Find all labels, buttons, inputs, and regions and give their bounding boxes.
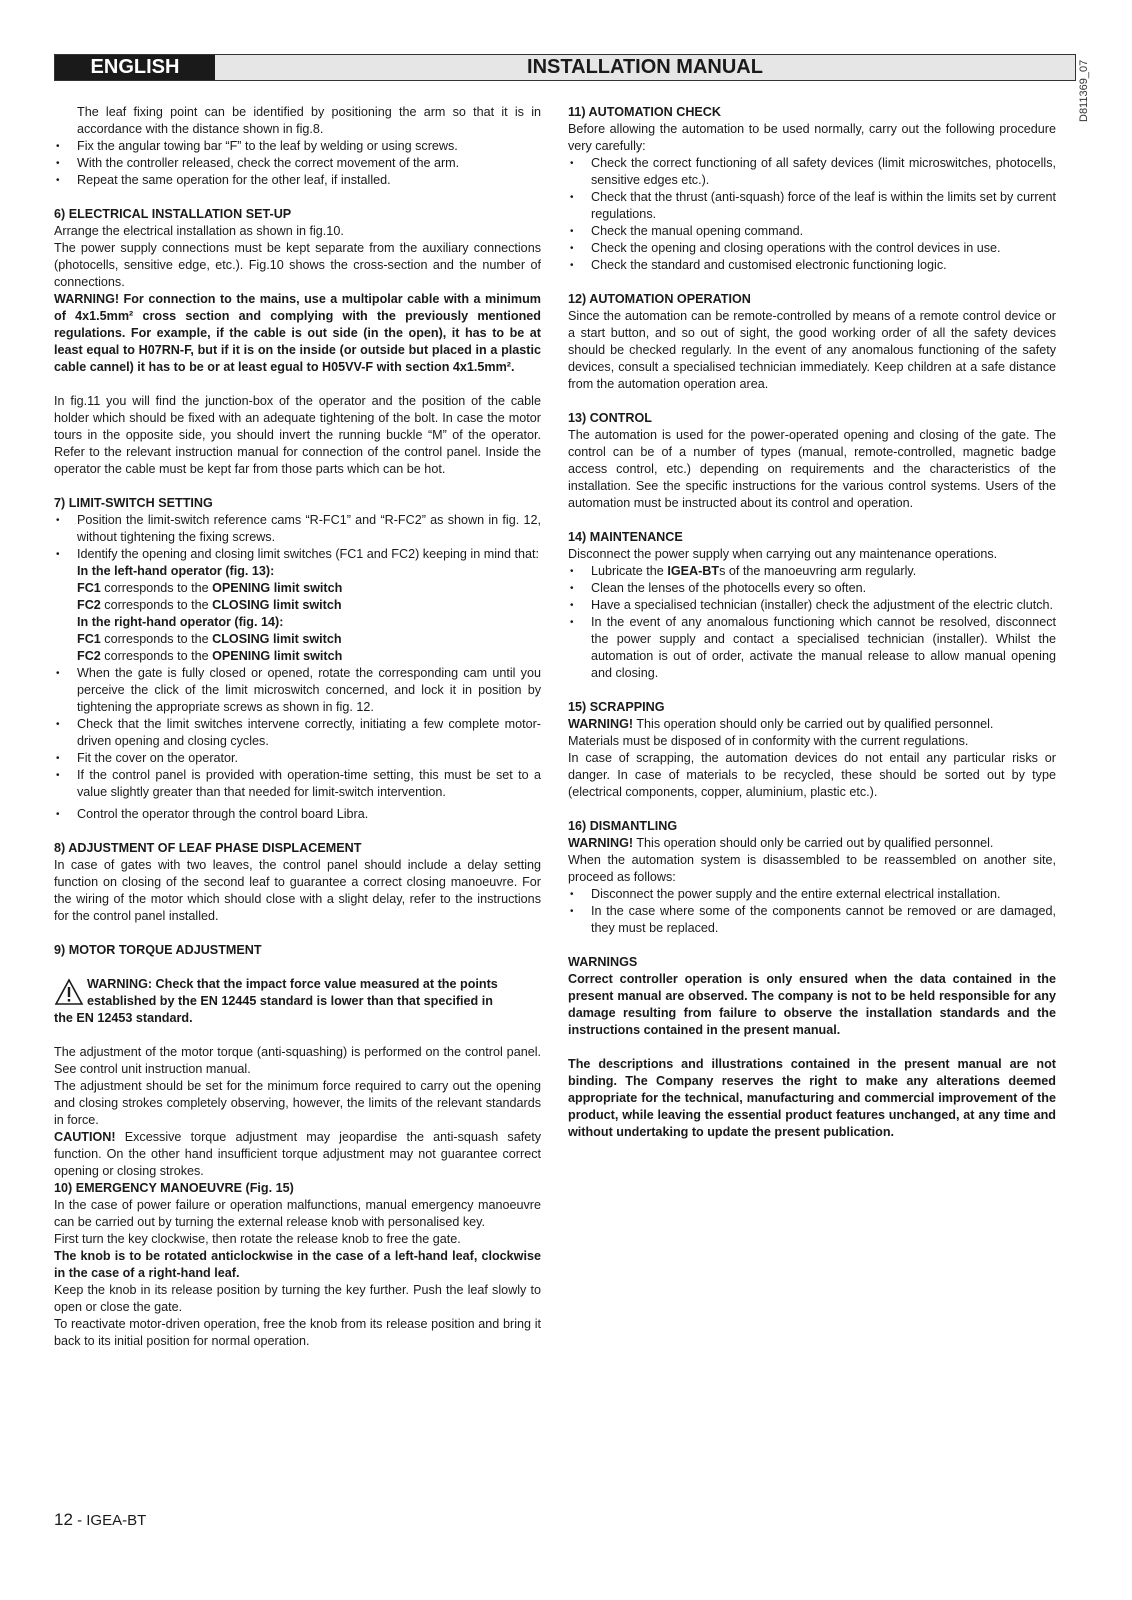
paragraph: Keep the knob in its release position by turning the key further. Push the leaf slowly to open or close the gate. [54, 1283, 541, 1314]
section-heading: 6) ELECTRICAL INSTALLATION SET-UP [54, 207, 292, 221]
warning-block [54, 976, 541, 1010]
paragraph: Since the automation can be remote-controlled by means of a remote control device or a start button, and so out of sight, the good working order of all the safety devices should be checked regularly. In the event of any anomalous functioning of the safety devices, consult a specialised technician immediately. Keep children at a safe distance from the automation operation area. [568, 309, 1056, 391]
warning-paragraph: WARNING! This operation should only be carried out by qualified personnel. [568, 717, 994, 731]
list-item: • Check that the thrust (anti-squash) force of the leaf is within the limits set by current regulations. [568, 189, 1056, 223]
section-heading: 16) DISMANTLING [568, 819, 678, 833]
paragraph: When the automation system is disassembled to be reassembled on another site, proceed as follows: [568, 853, 1056, 884]
product-name: IGEA-BT [667, 564, 720, 578]
list-item: • Fit the cover on the operator. [54, 750, 541, 767]
paragraph: First turn the key clockwise, then rotate the release knob to free the gate. [54, 1232, 461, 1246]
list-item: • Disconnect the power supply and the entire external electrical installation. [568, 886, 1056, 903]
document-reference: D811369_07 [1078, 59, 1090, 122]
language-label: ENGLISH [55, 55, 215, 80]
paragraph: The automation is used for the power-operated opening and closing of the gate. The control can be of a number of types (manual, remote-controlled, magnetic badge access control, etc.) depending on requirements and the characteristics of the installation. See the specific instructions for the various control systems. Users of the automation must be instructed about its control and operation. [568, 428, 1056, 510]
warning-label: WARNING! [568, 717, 634, 731]
bold-paragraph: The knob is to be rotated anticlockwise in the case of a left-hand leaf, clockwise in the case of a right-hand leaf. [54, 1249, 541, 1280]
list-item: • Fix the angular towing bar “F” to the leaf by welding or using screws. [54, 138, 541, 155]
switch-mapping: FC2 corresponds to the CLOSING limit switch [77, 598, 342, 612]
list-item: • Clean the lenses of the photocells every so often. [568, 580, 1056, 597]
warning-text: the EN 12453 standard. [54, 1011, 193, 1025]
list-item [54, 546, 541, 665]
list-item: • Check the correct functioning of all safety devices (limit microswitches, photocells, sensitive edges etc.). [568, 155, 1056, 189]
paragraph: The power supply connections must be kept separate from the auxiliary connections (photocells, sensitive edge, etc.). Fig.10 shows the cross-section and the number of connections. [54, 241, 541, 289]
warning-label: WARNING! [568, 836, 634, 850]
list-item: • Check the manual opening command. [568, 223, 1056, 240]
list-item: • Repeat the same operation for the other leaf, if installed. [54, 172, 541, 189]
switch-mapping: FC2 corresponds to the OPENING limit switch [77, 649, 343, 663]
bullet-list [568, 563, 1056, 682]
paragraph: To reactivate motor-driven operation, free the knob from its release position and bring it back to its initial position for normal operation. [54, 1317, 541, 1348]
bullet-list [54, 512, 541, 823]
list-item: • In the event of any anomalous functioning which cannot be resolved, disconnect the power supply and contact a specialised technician (installer). Whilst the automation is out of order, activate the manual release to allow manual opening and closing. [568, 614, 1056, 682]
bullet-list [54, 138, 541, 189]
list-item: • With the controller released, check the correct movement of the arm. [54, 155, 541, 172]
paragraph: The adjustment of the motor torque (anti-squashing) is performed on the control panel. See control unit instruction manual. [54, 1045, 541, 1076]
footer-product: IGEA-BT [86, 1512, 147, 1529]
warning-text: WARNING! For connection to the mains, use a multipolar cable with a minimum of 4x1.5mm² cross section and complying with the previously mentioned regulations. For example, if the cable is out side (in the open), it has to be at least equal to H07RN-F, but if it is on the inside (or outside but placed in a plastic cable cannel) it has to be or at least egual to H05VV-F with section 4x1.5mm². [54, 292, 541, 374]
left-column [54, 104, 541, 1350]
paragraph: The leaf fixing point can be identified by positioning the arm so that it is in accordance with the distance shown in fig.8. [77, 105, 541, 136]
paragraph: In case of gates with two leaves, the control panel should include a delay setting function on closing of the second leaf to guarantee a correct closing manoeuvre. For the wiring of the motor which should close with a slight delay, refer to the instructions for the control panel installed. [54, 858, 541, 923]
warning-triangle-icon [54, 978, 84, 1006]
warning-text: The descriptions and illustrations contained in the present manual are not binding. The Company reserves the right to make any alterations deemed appropriate for the technical, manufacturing and commercial improvement of the product, while leaving the essential product features unchanged, at any time and without undertaking to update the present publication. [568, 1057, 1056, 1139]
switch-mapping: FC1 corresponds to the CLOSING limit switch [77, 632, 342, 646]
section-heading: 11) AUTOMATION CHECK [568, 105, 721, 119]
manual-title: INSTALLATION MANUAL [215, 55, 1075, 80]
section-heading: 9) MOTOR TORQUE ADJUSTMENT [54, 943, 262, 957]
list-item: • If the control panel is provided with operation-time setting, this must be set to a value slightly greater than that needed for limit-switch intervention. [54, 767, 541, 801]
caution-paragraph: CAUTION! Excessive torque adjustment may jeopardise the anti-squash safety function. On the other hand insufficient torque adjustment may not guarantee correct opening or closing strokes. [54, 1130, 541, 1178]
paragraph: Disconnect the power supply when carrying out any maintenance operations. [568, 547, 998, 561]
paragraph: The adjustment should be set for the minimum force required to carry out the opening and closing strokes completely observing, however, the limits of the relevant standards in force. [54, 1079, 541, 1127]
operator-heading: In the right-hand operator (fig. 14): [77, 615, 284, 629]
section-heading: 10) EMERGENCY MANOEUVRE (Fig. 15) [54, 1181, 294, 1195]
section-heading: 7) LIMIT-SWITCH SETTING [54, 496, 213, 510]
list-item: • Check the opening and closing operations with the control devices in use. [568, 240, 1056, 257]
paragraph: In the case of power failure or operation malfunctions, manual emergency manoeuvre can be carried out by turning the external release knob with personalised key. [54, 1198, 541, 1229]
page-footer [54, 1510, 146, 1530]
bullet-list [568, 155, 1056, 274]
paragraph: Arrange the electrical installation as shown in fig.10. [54, 224, 344, 238]
list-item: • Check the standard and customised electronic functioning logic. [568, 257, 1056, 274]
section-heading: 15) SCRAPPING [568, 700, 665, 714]
paragraph: Materials must be disposed of in conformity with the current regulations. [568, 734, 969, 748]
list-item: • When the gate is fully closed or opened, rotate the corresponding cam until you perceive the click of the limit microswitch concerned, and lock it in position by tightening the appropriate screws as shown in fig. 12. [54, 665, 541, 716]
list-item: • Have a specialised technician (installer) check the adjustment of the electric clutch. [568, 597, 1056, 614]
section-heading: 13) CONTROL [568, 411, 652, 425]
warning-text: WARNING: Check that the impact force value measured at the points established by the EN 12445 standard is lower than that specified in [87, 977, 498, 1008]
bullet-list [568, 886, 1056, 937]
page-header [54, 54, 1076, 81]
paragraph: In case of scrapping, the automation devices do not entail any particular risks or danger. In case of materials to be recycled, these should be sorted out by type (electrical components, copper, aluminium, plastic etc.). [568, 751, 1056, 799]
page-number: 12 [54, 1510, 73, 1529]
list-item: • Check that the limit switches intervene correctly, initiating a few complete motor-driven opening and closing cycles. [54, 716, 541, 750]
operator-heading: In the left-hand operator (fig. 13): [77, 564, 275, 578]
paragraph: Before allowing the automation to be used normally, carry out the following procedure very carefully: [568, 122, 1056, 153]
switch-mapping: FC1 corresponds to the OPENING limit switch [77, 581, 343, 595]
list-item: • Position the limit-switch reference cams “R-FC1” and “R-FC2” as shown in fig. 12, without tightening the fixing screws. [54, 512, 541, 546]
warning-paragraph: WARNING! This operation should only be carried out by qualified personnel. [568, 836, 994, 850]
list-item: • In the case where some of the components cannot be removed or are damaged, they must be replaced. [568, 903, 1056, 937]
list-item-text: Identify the opening and closing limit switches (FC1 and FC2) keeping in mind that: [77, 547, 540, 561]
section-heading: 8) ADJUSTMENT OF LEAF PHASE DISPLACEMENT [54, 841, 362, 855]
warning-text: Correct controller operation is only ensured when the data contained in the present manual are observed. The company is not to be held responsible for any damage resulting from failure to observe the installation standards and the instructions contained in the present manual. [568, 972, 1056, 1037]
section-heading: 14) MAINTENANCE [568, 530, 683, 544]
paragraph: In fig.11 you will find the junction-box of the operator and the position of the cable holder which should be fixed with an adequate tightening of the bolt. In case the motor tours in the opposite side, you should invert the running buckle “M” of the operator. Refer to the relevant instruction manual for connection of the control panel. Inside the operator the cable must be kept far from those parts which can be hot. [54, 394, 541, 476]
section-heading: WARNINGS [568, 955, 638, 969]
list-item: • Lubricate the IGEA-BTs of the manoeuvring arm regularly. [568, 563, 1056, 580]
footer-separator: - [77, 1512, 83, 1529]
section-heading: 12) AUTOMATION OPERATION [568, 292, 751, 306]
right-column [568, 104, 1056, 1141]
caution-label: CAUTION! [54, 1130, 116, 1144]
list-item: • Control the operator through the control board Libra. [54, 806, 541, 823]
